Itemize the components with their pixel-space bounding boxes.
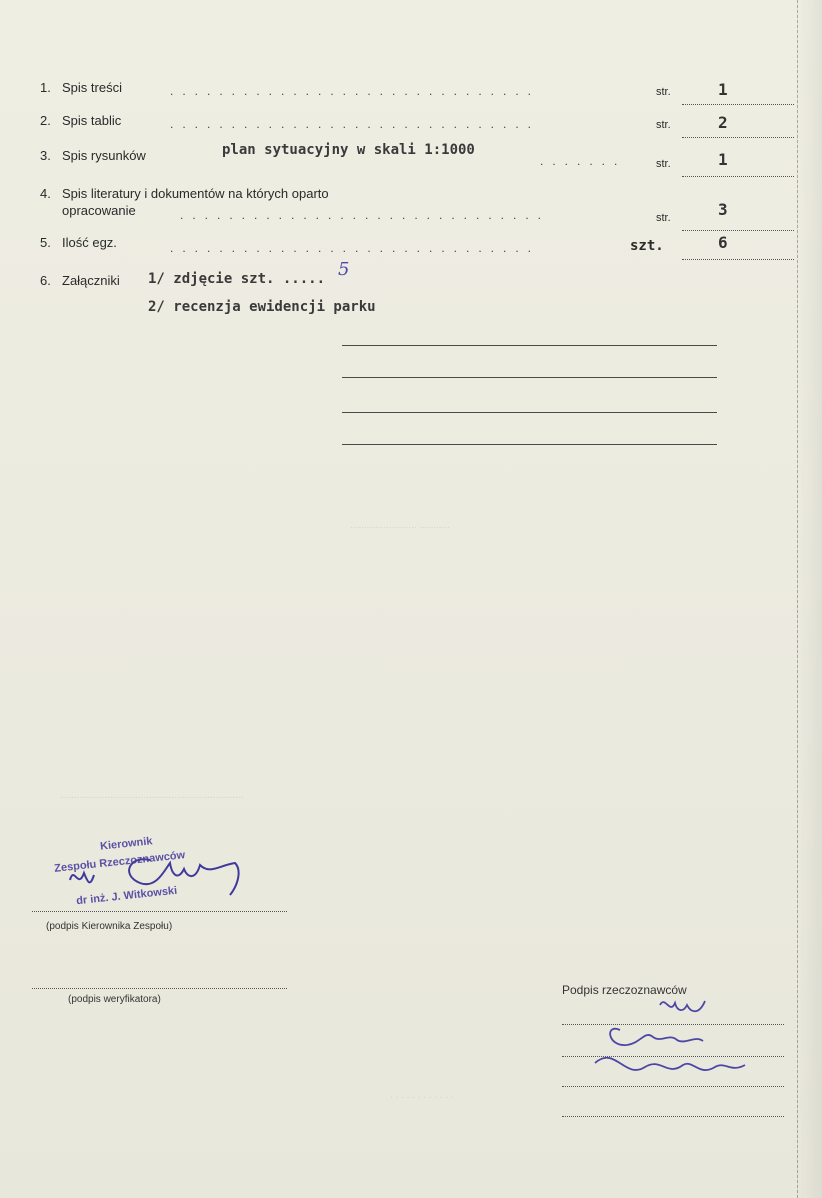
item-label: Spis treści <box>62 80 122 95</box>
list-item <box>0 186 822 234</box>
item-number: 6. <box>40 273 51 288</box>
item-number: 1. <box>40 80 51 95</box>
list-item <box>0 113 822 143</box>
item-number: 4. <box>40 186 51 201</box>
item-unit: str. <box>656 119 671 131</box>
typed-entry: plan sytuacyjny w skali 1:1000 <box>222 142 475 158</box>
attachments-section <box>0 259 822 323</box>
item-number: 3. <box>40 148 51 163</box>
leader-dots: .............................. <box>180 208 551 222</box>
item-unit: str. <box>656 158 671 170</box>
blank-line <box>342 444 717 445</box>
item-label-continued: opracowanie <box>62 203 136 218</box>
item-label: Ilość egz. <box>62 235 117 250</box>
blank-line <box>342 412 717 413</box>
handwritten-count: 5 <box>338 259 350 280</box>
leader-dots: .............................. <box>170 84 541 98</box>
stamp-name: dr inż. J. Witkowski <box>75 884 178 908</box>
item-label: Spis rysunków <box>62 148 146 163</box>
value-line <box>682 158 794 177</box>
bleed-through-text: ........................ ........... <box>350 520 451 531</box>
item-label: Spis literatury i dokumentów na których oparto <box>62 186 329 201</box>
value-line <box>682 86 794 105</box>
attachment-entry-1: 1/ zdjęcie szt. ..... <box>148 271 326 287</box>
item-value: 1 <box>718 80 728 99</box>
value-line <box>682 241 794 260</box>
page-edge-shadow <box>797 0 822 1198</box>
item-number: 5. <box>40 235 51 250</box>
item-label: Załączniki <box>62 273 120 288</box>
item-unit: str. <box>656 212 671 224</box>
blank-line <box>342 345 717 346</box>
bleed-through-text: .................................................................. <box>60 790 244 801</box>
signature-line <box>32 911 287 912</box>
team-leader-caption: (podpis Kierownika Zespołu) <box>46 921 173 932</box>
leader-dots: .............................. <box>170 117 541 131</box>
stamp-team: Zespołu Rzeczoznawców <box>53 849 186 875</box>
list-item <box>0 142 822 178</box>
item-value: 1 <box>718 150 728 169</box>
verifier-caption: (podpis weryfikatora) <box>68 994 161 1005</box>
list-item <box>0 235 822 265</box>
attachment-entry-2: 2/ recenzja ewidencji parku <box>148 299 376 315</box>
item-value: 6 <box>718 233 728 252</box>
leader-dots: .............................. <box>170 241 541 255</box>
leader-dots: ....... <box>540 154 627 168</box>
bleed-through-text: . . . . . . . . . . . . <box>390 1090 454 1101</box>
item-value: 2 <box>718 113 728 132</box>
signature-line <box>562 1116 784 1117</box>
blank-line <box>342 377 717 378</box>
item-unit: str. <box>656 86 671 98</box>
item-number: 2. <box>40 113 51 128</box>
signature-line <box>32 988 287 989</box>
item-unit: szt. <box>630 238 664 254</box>
team-leader-signature <box>60 835 260 905</box>
item-label: Spis tablic <box>62 113 122 128</box>
item-value: 3 <box>718 200 728 219</box>
list-item <box>0 80 822 110</box>
value-line <box>682 119 794 138</box>
stamp-title: Kierownik <box>99 835 154 853</box>
experts-caption: Podpis rzeczoznawców <box>562 983 687 997</box>
expert-signatures <box>565 985 765 1095</box>
value-line <box>682 212 794 231</box>
